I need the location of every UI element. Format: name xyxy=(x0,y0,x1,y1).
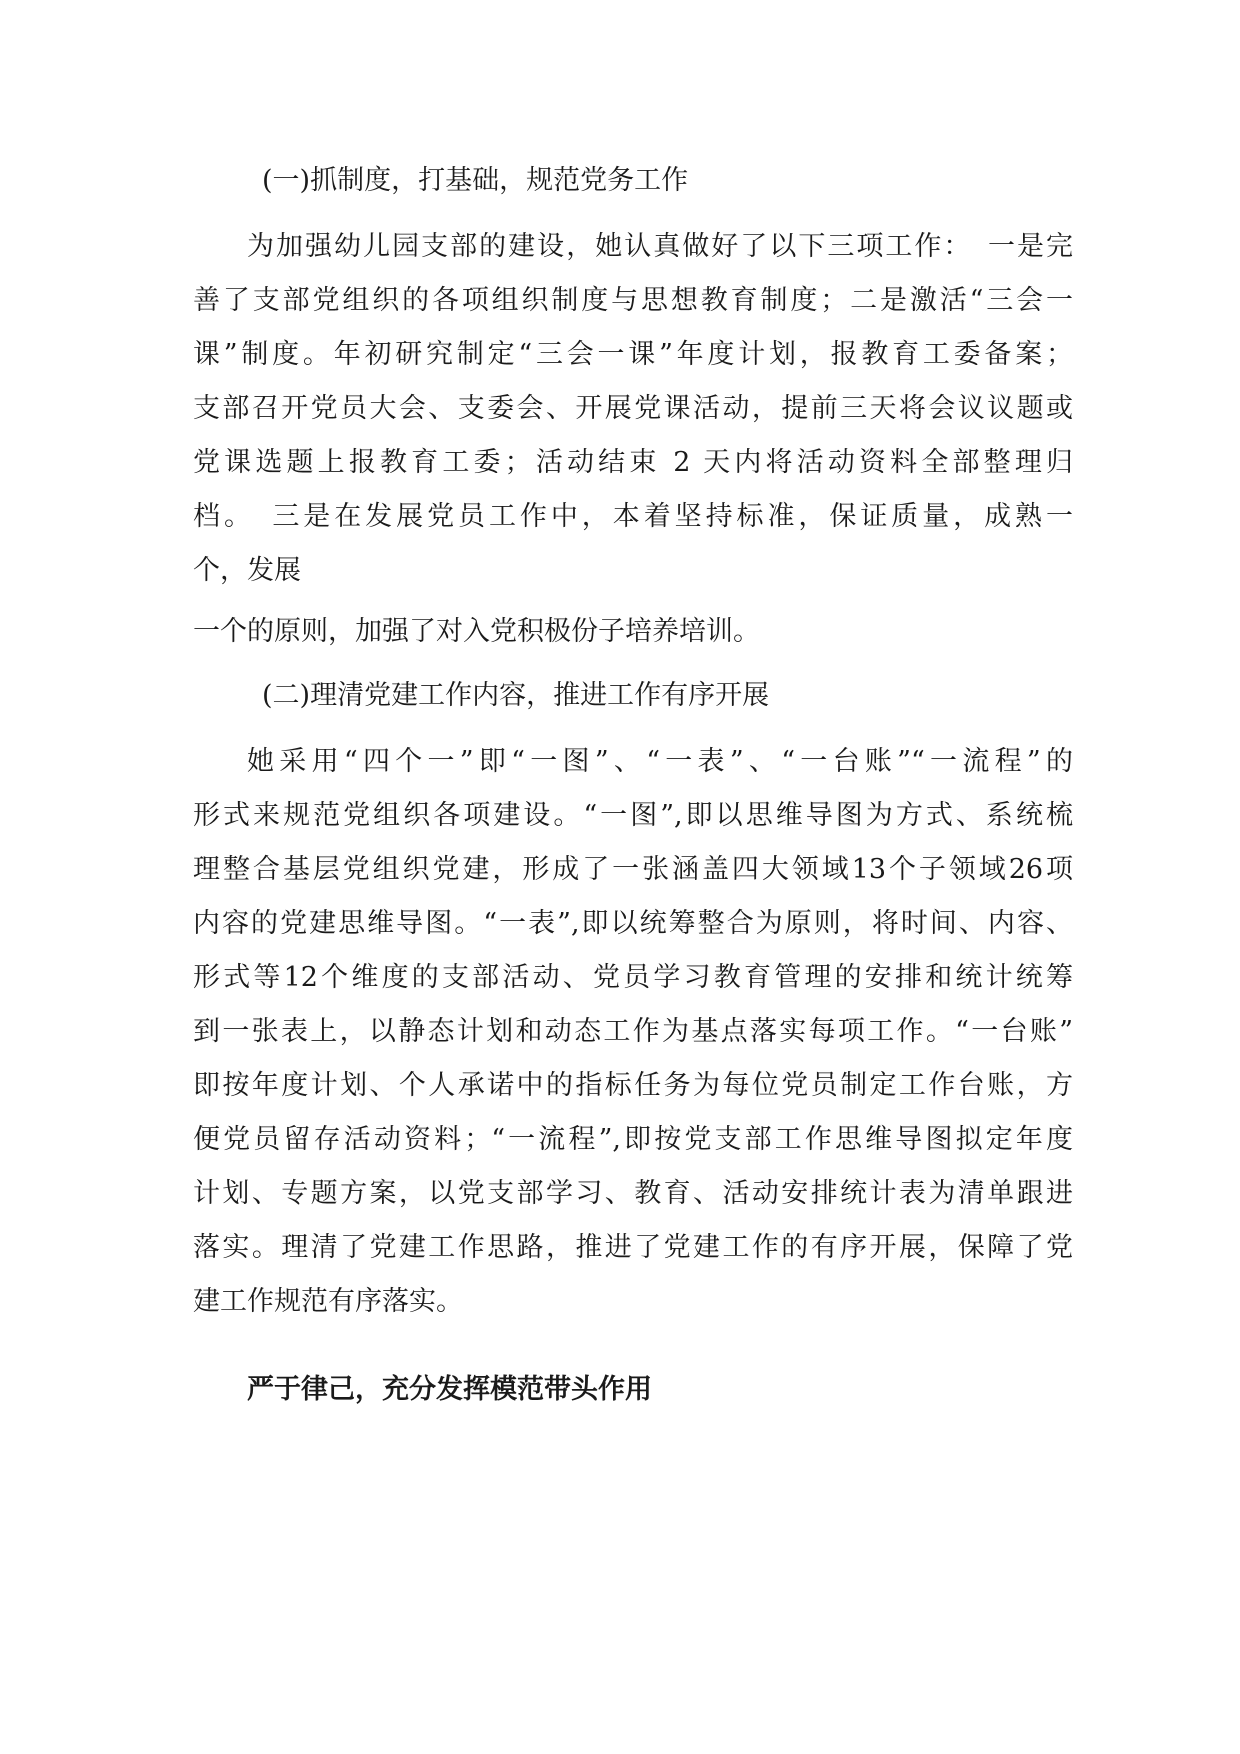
paragraph-line: 一个的原则，加强了对入党积极份子培养培训。 xyxy=(193,616,760,647)
paragraph-line: 理整合基层党组织党建，形成了一张涵盖四大领域13个子领域26项 xyxy=(193,854,1073,885)
paragraph-line: 内容的党建思维导图。“一表”,即以统筹整合为原则，将时间、内容、 xyxy=(193,908,1073,939)
paragraph-line: 善了支部党组织的各项组织制度与思想教育制度；二是激活“三会一 xyxy=(193,285,1073,316)
paragraph-line: 建工作规范有序落实。 xyxy=(193,1286,463,1317)
paragraph-line: 档。 三是在发展党员工作中，本着坚持标准，保证质量，成熟一 xyxy=(193,501,1073,532)
paragraph-line: 即按年度计划、个人承诺中的指标任务为每位党员制定工作台账，方 xyxy=(193,1070,1073,1101)
paragraph-line: 课”制度。年初研究制定“三会一课”年度计划，报教育工委备案； xyxy=(193,339,1073,370)
paragraph-line: 党课选题上报教育工委；活动结束 2 天内将活动资料全部整理归 xyxy=(193,447,1073,478)
paragraph-line: 计划、专题方案，以党支部学习、教育、活动安排统计表为清单跟进 xyxy=(193,1178,1073,1209)
paragraph-line: 落实。理清了党建工作思路，推进了党建工作的有序开展，保障了党 xyxy=(193,1232,1073,1263)
paragraph-line: 形式来规范党组织各项建设。“一图”,即以思维导图为方式、系统梳 xyxy=(193,800,1073,831)
paragraph-line: 个，发展 xyxy=(193,555,301,586)
paragraph-line: 支部召开党员大会、支委会、开展党课活动，提前三天将会议议题或 xyxy=(193,393,1073,424)
section-heading-1: (一)抓制度，打基础，规范党务工作 xyxy=(262,165,689,196)
bold-heading: 严于律己，充分发挥模范带头作用 xyxy=(247,1374,652,1405)
paragraph-line: 到一张表上，以静态计划和动态工作为基点落实每项工作。“一台账” xyxy=(193,1016,1073,1047)
paragraph-line: 便党员留存活动资料；“一流程”,即按党支部工作思维导图拟定年度 xyxy=(193,1124,1073,1155)
section-heading-2: (二)理清党建工作内容，推进工作有序开展 xyxy=(262,680,770,711)
paragraph-line: 形式等12个维度的支部活动、党员学习教育管理的安排和统计统筹 xyxy=(193,962,1073,993)
paragraph-line: 为加强幼儿园支部的建设，她认真做好了以下三项工作： 一是完 xyxy=(247,231,1073,262)
paragraph-line: 她采用“四个一”即“一图”、“一表”、“一台账”“一流程”的 xyxy=(247,746,1073,777)
